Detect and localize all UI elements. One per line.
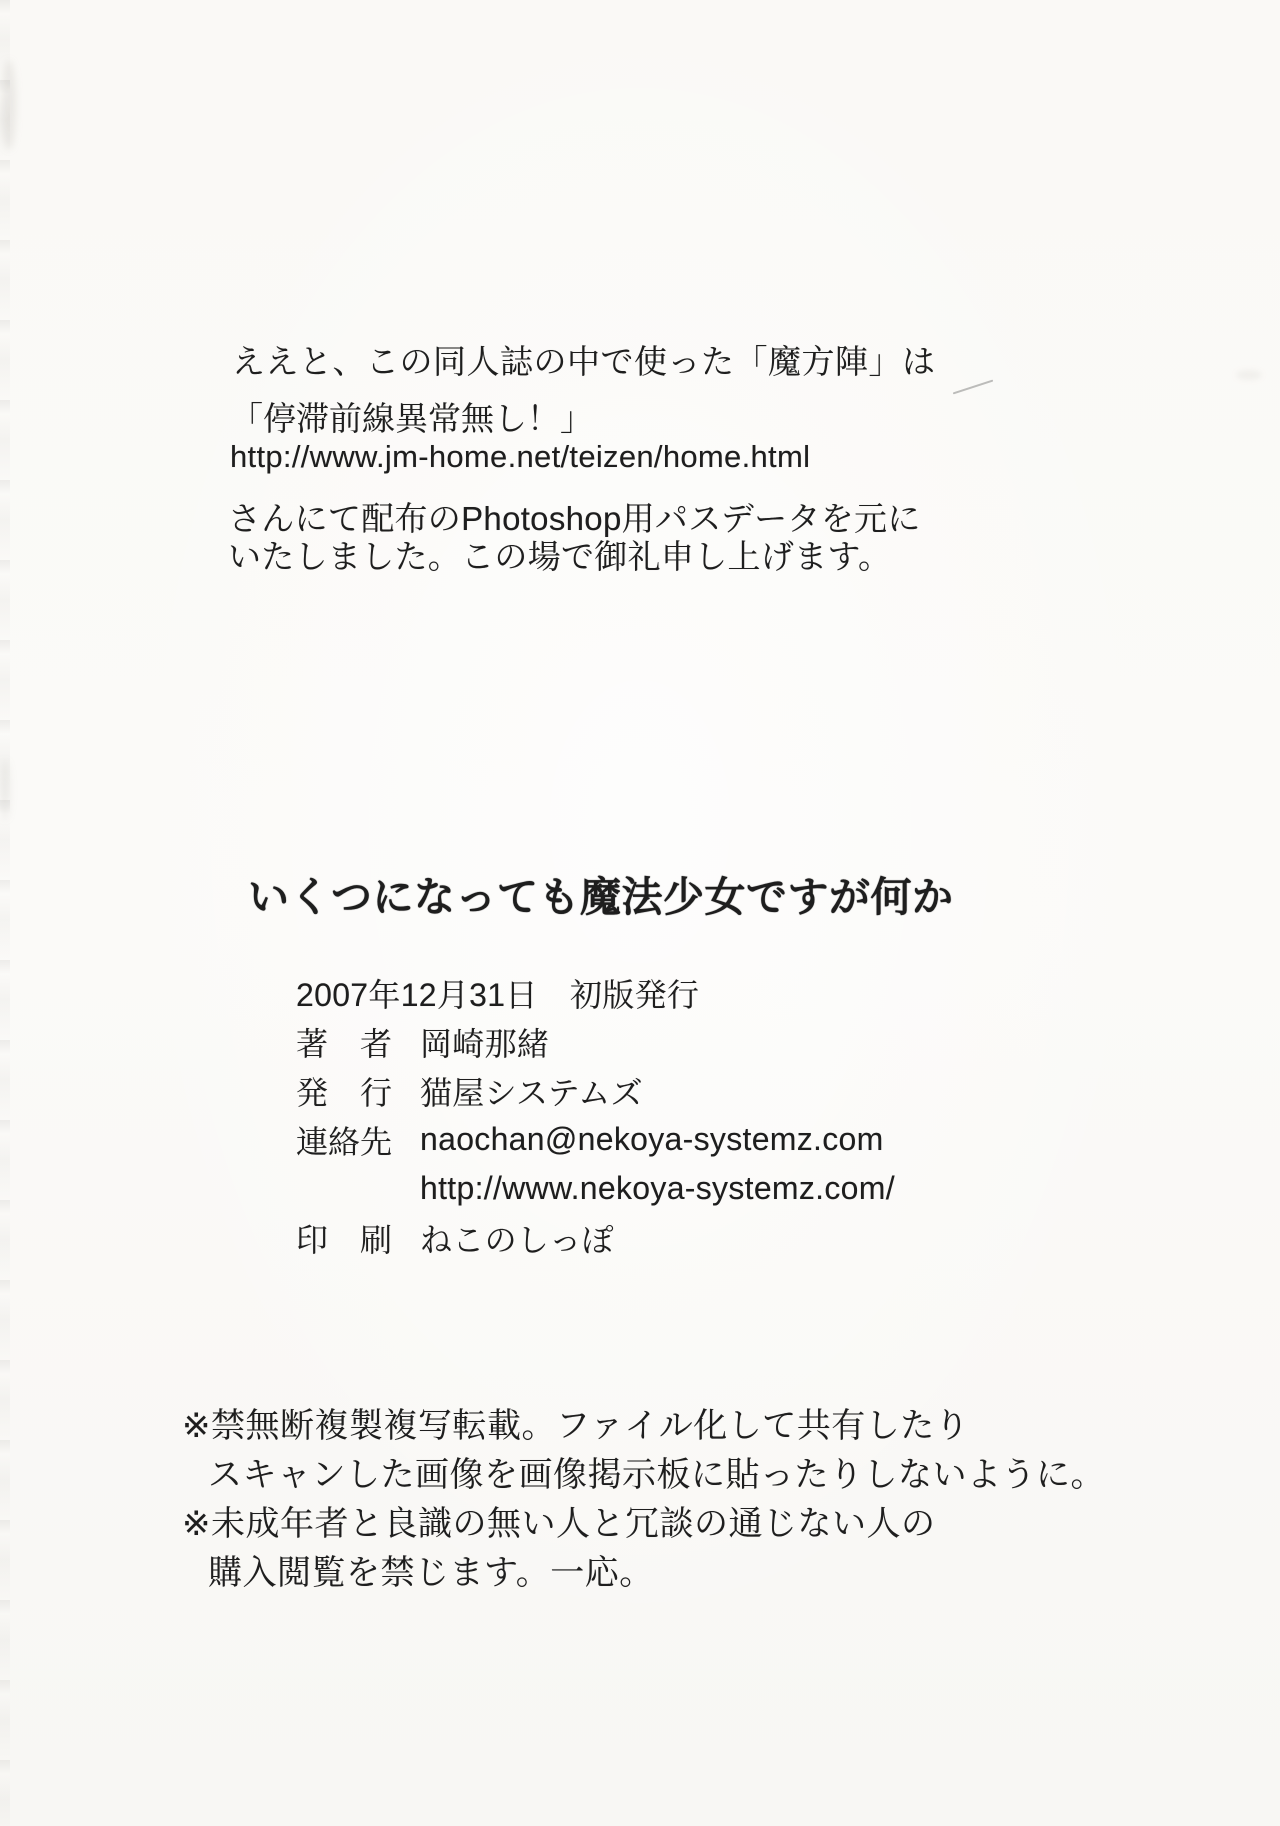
- credit-text-line1: さんにて配布のPhotoshop用パスデータを元に: [228, 500, 921, 537]
- copyright-notices: [182, 1402, 1105, 1598]
- credit-text-block: [228, 500, 921, 576]
- notice-line-2: スキャンした画像を画像掲示板に貼ったりしないように。: [208, 1456, 1105, 1494]
- colophon-row-contact: [296, 1115, 895, 1164]
- publisher-website-url: http://www.nekoya-systemz.com/: [420, 1170, 895, 1206]
- author-name: 岡崎那緒: [420, 1025, 550, 1062]
- credited-site-block: [230, 400, 810, 476]
- colophon-details: [296, 968, 895, 1262]
- notice-line-3: ※未成年者と良識の無い人と冗談の通じない人の: [182, 1505, 936, 1543]
- credited-site-url: http://www.jm-home.net/teizen/home.html: [230, 439, 811, 474]
- publisher-label: 発 行: [296, 1074, 393, 1111]
- colophon-row-publisher: [296, 1066, 895, 1115]
- printer-name: ねこのしっぽ: [420, 1221, 614, 1258]
- credit-text-line2: いたしました。この場で御礼申し上げます。: [228, 538, 892, 575]
- colophon-row-date: [296, 968, 895, 1017]
- contact-label: 連絡先: [296, 1123, 393, 1160]
- scan-smudge: [0, 760, 10, 820]
- publisher-name: 猫屋システムズ: [420, 1074, 643, 1111]
- scan-smudge: [2, 60, 16, 150]
- book-title: いくつになっても魔法少女ですが何か: [248, 874, 954, 920]
- publication-date: 2007年12月31日 初版発行: [296, 976, 700, 1013]
- colophon-row-printer: [296, 1213, 895, 1262]
- colophon-row-website: [296, 1164, 895, 1213]
- scan-edge-noise: [0, 0, 10, 1826]
- scan-smudge: [1236, 370, 1262, 380]
- author-label: 著 者: [296, 1025, 393, 1062]
- credited-site-name: 「停滞前線異常無し！」: [230, 400, 593, 437]
- notice-line-4: 購入閲覧を禁じます。一応。: [208, 1554, 654, 1592]
- contact-email: naochan@nekoya-systemz.com: [420, 1121, 884, 1157]
- colophon-row-author: [296, 1017, 895, 1066]
- printer-label: 印 刷: [296, 1221, 393, 1258]
- notice-line-1: ※禁無断複製複写転載。ファイル化して共有したり: [182, 1407, 970, 1445]
- intro-text: ええと、この同人誌の中で使った「魔方陣」は: [232, 343, 936, 380]
- scan-scratch-mark: [953, 380, 994, 395]
